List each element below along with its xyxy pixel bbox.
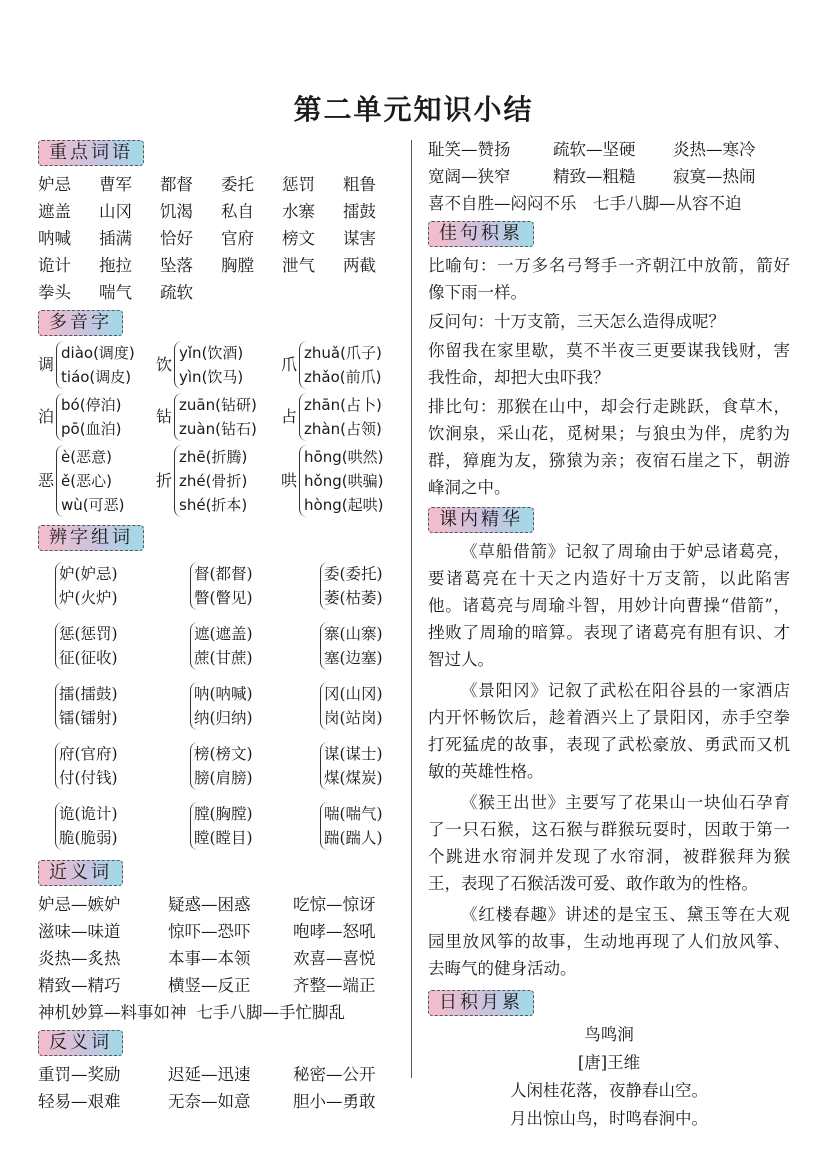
key-word: 两截: [343, 256, 376, 275]
synonym-item: 吃惊—惊讶: [293, 895, 376, 914]
synonym-item: 神机妙算—料事如神: [38, 1003, 187, 1022]
essence-paragraph: 《草船借箭》记叙了周瑜由于妒忌诸葛亮，要诸葛亮在十天之内造好十万支箭，以此陷害他。诸葛亮与周瑜斗智，用妙计向曹操“借箭”，挫败了周瑜的暗算。表现了诸葛亮有胆有识、才智过人。: [428, 542, 790, 669]
poem-author: [唐]王维: [577, 1053, 641, 1072]
polyphone-char: 恶: [38, 471, 55, 490]
antonym-item: 秘密—公开: [293, 1065, 376, 1084]
char-pair: [190, 742, 320, 790]
key-words-grid: [38, 171, 404, 306]
polyphone-reading: è(恶意): [61, 448, 112, 466]
polyphone-char: 钻: [156, 407, 173, 426]
essence-paragraph: 《猴王出世》主要写了花果山一块仙石孕育了一只石猴，这石猴与群猴玩耍时，因敢于第一个跳进水帘洞并发现了水帘洞，被群猴拜为猴王，表现了石猴活泼可爱、敢作敢为的性格。: [428, 793, 790, 893]
char-pair-word: 膀(肩膀): [194, 769, 253, 787]
polyphone-reading: zuàn(钻石): [179, 420, 257, 438]
section-header-distinguish: 辨字组词: [38, 525, 144, 551]
key-word: 谋害: [343, 229, 376, 248]
antonym-item: 宽阔—狭窄: [428, 167, 511, 186]
key-word: 妒忌: [38, 175, 71, 194]
left-column: [38, 136, 404, 1115]
section-header-accumulation: 日积月累: [428, 990, 534, 1016]
page-title: 第二单元知识小结: [293, 93, 534, 126]
antonyms-grid: [38, 1061, 404, 1115]
polyphone-group: [38, 341, 156, 389]
key-word: 擂鼓: [343, 202, 376, 221]
polyphone-reading: hōng(哄然): [304, 448, 384, 466]
brace-readings: [174, 341, 243, 389]
section-header-antonyms: 反义词: [38, 1030, 123, 1056]
poem-line: 人闲桂花落，夜静春山空。: [510, 1081, 708, 1100]
synonym-item: 滋味—味道: [38, 922, 121, 941]
char-pair-word: 府(官府): [59, 745, 118, 763]
brace-readings: [299, 393, 382, 441]
antonym-item: 精致—粗糙: [553, 167, 636, 186]
char-pair-word: 呐(呐喊): [194, 685, 253, 703]
synonym-item: 欢喜—喜悦: [293, 949, 376, 968]
char-pair-word: 煤(煤炭): [324, 769, 383, 787]
char-pair-word: 瞠(瞠目): [194, 829, 253, 847]
section-header-essence: 课内精华: [428, 507, 534, 533]
key-word: 拖拉: [99, 256, 132, 275]
key-word: 饥渴: [160, 202, 193, 221]
key-word: 山冈: [99, 202, 132, 221]
polyphone-reading: yìn(饮马): [179, 368, 244, 386]
char-pair-word: 纳(归纳): [194, 709, 253, 727]
char-pair-word: 岗(站岗): [324, 709, 383, 727]
key-word: 坠落: [160, 256, 193, 275]
key-word: 曹军: [99, 175, 132, 194]
synonym-item: 横竖—反正: [168, 976, 251, 995]
polyphone-group: [38, 445, 156, 517]
poem-line: 月出惊山鸟，时鸣春涧中。: [510, 1109, 708, 1128]
key-word: 插满: [99, 229, 132, 248]
key-word: 委托: [221, 175, 254, 194]
char-pair-word: 惩(惩罚): [59, 625, 118, 643]
polyphone-reading: zhǎo(前爪): [304, 368, 382, 386]
polyphone-reading: hǒng(哄骗): [304, 472, 384, 490]
synonym-item: 疑惑—困惑: [168, 895, 251, 914]
polyphone-reading: zhuǎ(爪子): [304, 344, 382, 362]
char-pair: [55, 682, 190, 730]
char-pair: [55, 562, 190, 610]
antonym-item: 耻笑—赞扬: [428, 140, 511, 159]
char-pair: [190, 802, 320, 850]
polyphone-char: 调: [38, 355, 55, 374]
antonym-item: 疏软—坚硬: [553, 140, 636, 159]
char-pair: [190, 562, 320, 610]
antonym-item: 胆小—勇敢: [293, 1092, 376, 1111]
char-pair-word: 榜(榜文): [194, 745, 253, 763]
synonym-item: 齐整—端正: [293, 976, 376, 995]
key-word: 呐喊: [38, 229, 71, 248]
brace-readings: [174, 445, 247, 517]
char-pair: [320, 682, 421, 730]
synonym-item: 咆哮—怒吼: [293, 922, 376, 941]
polyphone-group: [281, 341, 404, 389]
polyphone-reading: hòng(起哄): [304, 496, 384, 514]
key-word: 疏软: [160, 283, 193, 302]
section-header-synonyms: 近义词: [38, 860, 123, 886]
polyphone-char: 折: [156, 471, 173, 490]
char-pair: [55, 622, 190, 670]
char-pair-word: 妒(妒忌): [59, 565, 118, 583]
polyphone-reading: zhē(折腾): [179, 448, 248, 466]
char-pair: [320, 622, 421, 670]
polyphone-reading: bó(停泊): [61, 396, 122, 414]
key-word: 遮盖: [38, 202, 71, 221]
polyphone-reading: tiáo(调皮): [61, 368, 132, 386]
char-pair-word: 萎(枯萎): [324, 589, 383, 607]
section-header-key-words: 重点词语: [38, 140, 144, 166]
poem-block: [428, 1021, 790, 1133]
char-pair-word: 征(征收): [59, 649, 118, 667]
sentences-block: [428, 252, 790, 503]
polyphones-grid: [38, 341, 404, 517]
synonym-item: 七手八脚—手忙脚乱: [196, 1003, 345, 1022]
synonym-item: 妒忌—嫉妒: [38, 895, 121, 914]
key-word: 惩罚: [282, 175, 315, 194]
antonym-item: 重罚—奖励: [38, 1065, 121, 1084]
brace-readings: [299, 445, 383, 517]
char-pair-word: 瞥(瞥见): [194, 589, 253, 607]
polyphone-group: [156, 341, 281, 389]
right-column: [428, 136, 790, 1133]
polyphone-reading: zuān(钻研): [179, 396, 257, 414]
antonym-item: 轻易—艰难: [38, 1092, 121, 1111]
char-pair-word: 谋(谋士): [324, 745, 383, 763]
char-pair-word: 擂(擂鼓): [59, 685, 118, 703]
key-word: 私自: [221, 202, 254, 221]
char-pair-word: 寨(山寨): [324, 625, 383, 643]
antonym-item: 炎热—寒冷: [673, 140, 756, 159]
char-pair: [320, 562, 421, 610]
key-word: 胸膛: [221, 256, 254, 275]
essence-block: [428, 538, 790, 986]
antonym-item: 迟延—迅速: [168, 1065, 251, 1084]
char-pair-word: 诡(诡计): [59, 805, 118, 823]
char-pair-word: 踹(踹人): [324, 829, 383, 847]
polyphone-reading: zhān(占卜): [304, 396, 382, 414]
polyphone-group: [281, 393, 404, 441]
antonym-item: 无奈—如意: [168, 1092, 251, 1111]
section-header-polyphones: 多音字: [38, 310, 123, 336]
char-pair-word: 委(委托): [324, 565, 383, 583]
char-pair: [320, 802, 421, 850]
synonym-item: 炎热—炙热: [38, 949, 121, 968]
key-word: 水寨: [282, 202, 315, 221]
char-pair-word: 脆(脆弱): [59, 829, 118, 847]
polyphone-reading: diào(调度): [61, 344, 135, 362]
polyphone-reading: yǐn(饮酒): [179, 344, 244, 362]
key-word: 粗鲁: [343, 175, 376, 194]
key-word: 官府: [221, 229, 254, 248]
char-pair-word: 镭(镭射): [59, 709, 118, 727]
brace-readings: [174, 393, 257, 441]
char-pair: [55, 802, 190, 850]
sentence-item: 你留我在家里歇，莫不半夜三更要谋我钱财，害我性命，却把大虫吓我？: [428, 341, 790, 387]
polyphone-reading: zhàn(占领): [304, 420, 382, 438]
synonym-item: 惊吓—恐吓: [168, 922, 251, 941]
synonym-item: 精致—精巧: [38, 976, 121, 995]
synonym-item: 本事—本领: [168, 949, 251, 968]
polyphone-reading: pō(血泊): [61, 420, 122, 438]
section-header-sentences: 佳句积累: [428, 221, 534, 247]
antonyms-continued: [428, 136, 790, 217]
antonym-long-item: 喜不自胜—闷闷不乐 七手八脚—从容不迫: [428, 194, 742, 213]
polyphone-group: [156, 445, 281, 517]
polyphone-char: 饮: [156, 355, 173, 374]
polyphone-reading: wù(可恶): [61, 496, 125, 514]
polyphone-reading: ě(恶心): [61, 472, 112, 490]
essence-paragraph: 《红楼春趣》讲述的是宝玉、黛玉等在大观园里放风筝的故事，生动地再现了人们放风筝、去晦气的健身活动。: [428, 905, 790, 978]
polyphone-char: 爪: [281, 355, 298, 374]
key-word: 恰好: [160, 229, 193, 248]
key-word: 喘气: [99, 283, 132, 302]
key-word: 泄气: [282, 256, 315, 275]
polyphone-reading: shé(折本): [179, 496, 248, 514]
sentence-item: 排比句：那猴在山中，却会行走跳跃，食草木，饮涧泉，采山花，觅树果；与狼虫为伴，虎豹为群，獐鹿为友，猕猿为亲；夜宿石崖之下，朝游峰洞之中。: [428, 397, 790, 497]
key-word: 拳头: [38, 283, 71, 302]
sentence-item: 比喻句：一万多名弓弩手一齐朝江中放箭，箭好像下雨一样。: [428, 256, 790, 302]
sentence-item: 反问句：十万支箭，三天怎么造得成呢？: [428, 312, 725, 331]
brace-readings: [56, 445, 124, 517]
essence-paragraph: 《景阳冈》记叙了武松在阳谷县的一家酒店内开怀畅饮后，趁着酒兴上了景阳冈，赤手空拳打死猛虎的故事，表现了武松豪放、勇武而又机敏的英雄性格。: [428, 681, 790, 781]
polyphone-group: [38, 393, 156, 441]
polyphone-reading: zhé(骨折): [179, 472, 248, 490]
polyphone-char: 泊: [38, 407, 55, 426]
char-pair-word: 督(都督): [194, 565, 253, 583]
polyphone-group: [281, 445, 404, 517]
key-word: 榜文: [282, 229, 315, 248]
char-pair-word: 膛(胸膛): [194, 805, 253, 823]
char-pair-word: 塞(边塞): [324, 649, 383, 667]
char-pair: [55, 742, 190, 790]
brace-readings: [56, 341, 135, 389]
char-pair: [320, 742, 421, 790]
char-pair-word: 付(付钱): [59, 769, 118, 787]
polyphone-char: 哄: [281, 471, 298, 490]
char-pair-word: 炉(火炉): [59, 589, 118, 607]
poem-title: 鸟鸣涧: [584, 1025, 634, 1044]
polyphone-group: [156, 393, 281, 441]
polyphone-char: 占: [281, 407, 298, 426]
char-pair-word: 遮(遮盖): [194, 625, 253, 643]
key-word: 都督: [160, 175, 193, 194]
brace-readings: [299, 341, 382, 389]
char-pair-word: 冈(山冈): [324, 685, 383, 703]
antonym-item: 寂寞—热闹: [673, 167, 756, 186]
char-pair-word: 蔗(甘蔗): [194, 649, 253, 667]
char-pair-word: 喘(喘气): [324, 805, 383, 823]
brace-readings: [56, 393, 121, 441]
synonyms-block: [38, 891, 404, 1026]
char-pair: [190, 682, 320, 730]
key-word: 诡计: [38, 256, 71, 275]
distinguish-grid: [38, 562, 404, 850]
char-pair: [190, 622, 320, 670]
